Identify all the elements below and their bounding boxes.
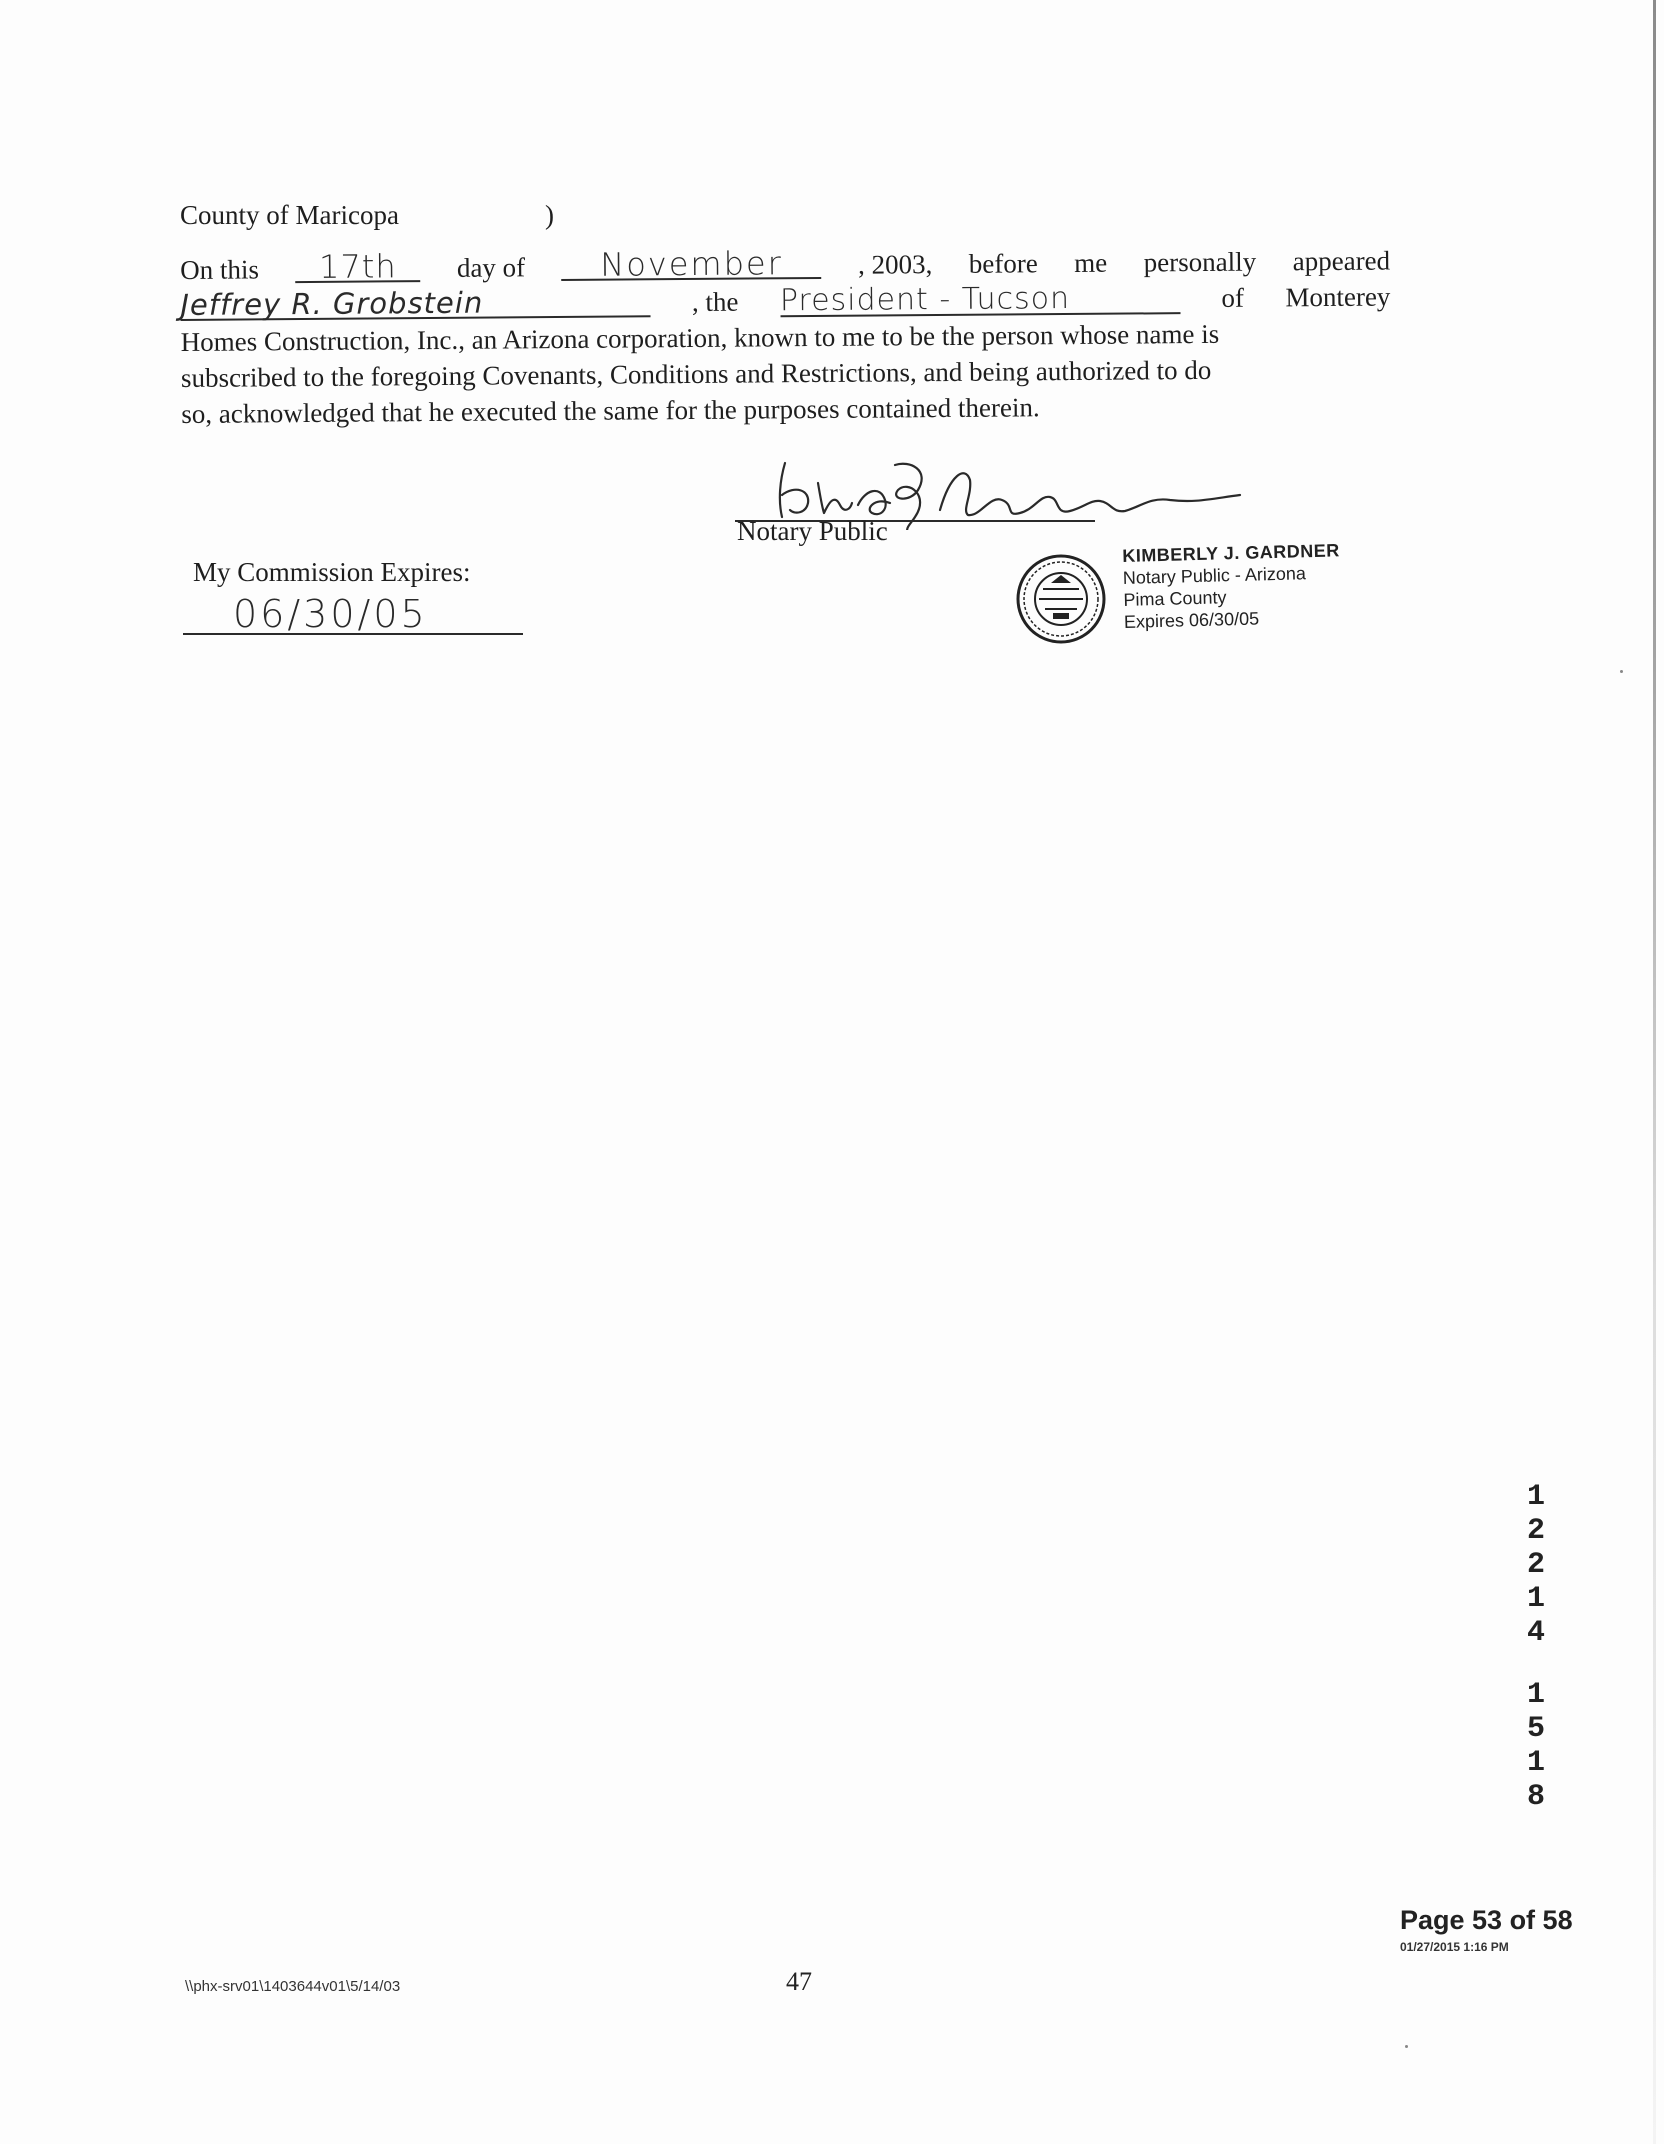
scan-speck [1620, 670, 1623, 673]
recording-number [1516, 1480, 1556, 1814]
ack-me: me [1074, 247, 1108, 278]
recording-digit: 2 [1526, 1514, 1545, 1548]
notary-public-label: Notary Public [737, 516, 888, 546]
notary-stamp-text [1122, 539, 1342, 633]
ack-year: , 2003, [857, 249, 933, 280]
commission-date-line [183, 633, 523, 635]
scan-speck [1405, 2045, 1408, 2048]
footer-file-path: \\phx-srv01\1403644v01\5/14/03 [185, 1978, 401, 1995]
handwritten-title: President - Tucson [780, 284, 1180, 317]
stamp-notary-title: Notary Public - Arizona [1122, 563, 1307, 588]
handwritten-name: Jeffrey R. Grobstein [180, 287, 650, 321]
footer-page-number: 47 [786, 1967, 812, 1996]
recording-digit: 1 [1526, 1480, 1545, 1514]
recording-digit: 1 [1526, 1746, 1545, 1780]
ack-day-of: day of [456, 252, 526, 283]
recording-digit: 1 [1526, 1582, 1545, 1616]
recording-gap [1516, 1650, 1556, 1678]
page-stamp-timestamp: 01/27/2015 1:16 PM [1400, 1940, 1509, 1954]
commission-expires-label: My Commission Expires: [193, 557, 471, 587]
stamp-county: Pima County [1123, 587, 1227, 610]
scan-edge [1653, 0, 1656, 2144]
handwritten-commission-date: 06/30/05 [233, 592, 428, 636]
acknowledgment-paragraph [180, 242, 1391, 431]
ack-appeared: appeared [1292, 245, 1391, 277]
notary-seal-icon [1015, 553, 1107, 645]
county-label: County of Maricopa [180, 200, 399, 230]
recording-digit: 5 [1526, 1712, 1545, 1746]
ack-the: , the [691, 286, 739, 317]
recording-digit: 2 [1526, 1548, 1545, 1582]
ack-line-3: Homes Construction, Inc., an Arizona corporation, known to me to be the person whose name is [180, 318, 1220, 357]
ack-of: of [1221, 282, 1245, 313]
ack-line-5: so, acknowledged that he executed the same for the purposes contained therein. [181, 392, 1040, 429]
ack-before: before [968, 248, 1038, 279]
ack-personally: personally [1143, 246, 1257, 278]
recording-digit: 8 [1526, 1780, 1545, 1814]
handwritten-day: 17th [295, 252, 420, 283]
stamp-expiration: Expires 06/30/05 [1123, 608, 1260, 632]
county-paren: ) [545, 200, 554, 230]
recording-digit: 1 [1526, 1678, 1545, 1712]
recording-digit: 4 [1526, 1616, 1545, 1650]
ack-line-4: subscribed to the foregoing Covenants, Conditions and Restrictions, and being authorized to do [180, 354, 1212, 393]
handwritten-month: November [561, 249, 821, 281]
ack-on-this: On this [180, 254, 260, 285]
stamp-notary-name: KIMBERLY J. GARDNER [1122, 540, 1341, 566]
ack-company-start: Monterey [1285, 281, 1391, 313]
page-count-stamp: Page 53 of 58 [1400, 1905, 1573, 1935]
